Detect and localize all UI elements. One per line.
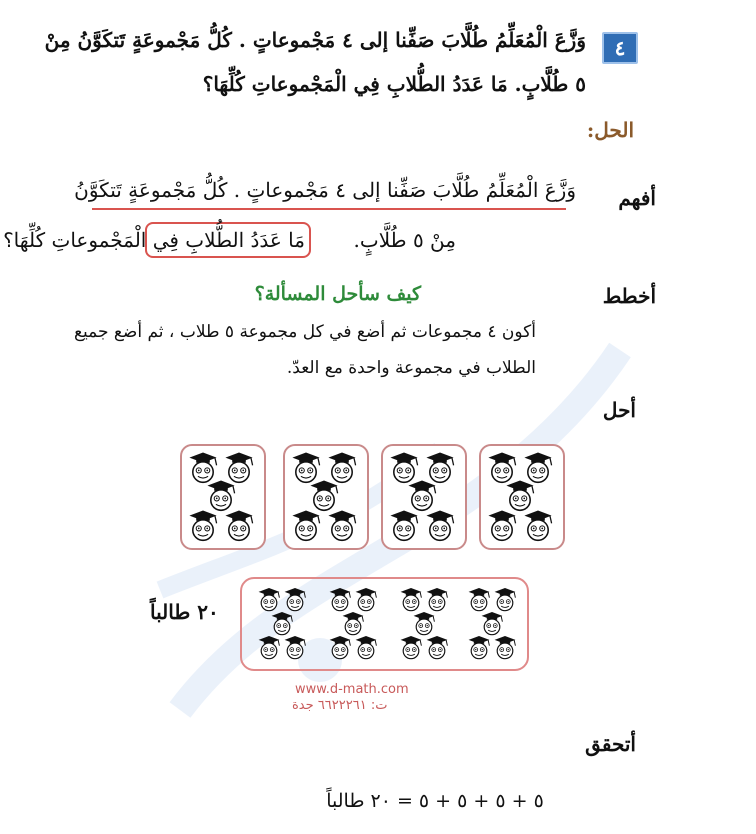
student-face-icon (387, 508, 421, 546)
student-face-icon (423, 508, 457, 546)
total-students-label: ٢٠ طالباً (150, 600, 219, 624)
student-face-icon (325, 508, 359, 546)
check-equation: ٥ + ٥ + ٥ + ٥ = ٢٠ طالباً (326, 790, 544, 812)
student-face-icon (222, 508, 256, 546)
understand-underline (92, 208, 566, 210)
understand-label: أفهم (618, 186, 656, 210)
plan-line-1: أكون ٤ مجموعات ثم أضع في كل مجموعة ٥ طلاب ، ثم أضع جميع (73, 322, 536, 342)
check-label: أتحقق (585, 732, 636, 756)
plan-line-2: الطلاب في مجموعة واحدة مع العدّ. (286, 358, 536, 378)
problem-line-1: وَزَّعَ الْمُعَلِّمُ طُلَّابَ صَفِّنا إلى ٤ مَجْموعاتٍ . كُلُّ مَجْموعَةٍ تَتكَوَّنُ مِنْ (44, 28, 586, 52)
student-face-icon (353, 634, 379, 664)
phone-text: ت: ٦٦٢٢٢٦١ جدة (292, 698, 388, 713)
student-face-icon (424, 634, 450, 664)
student-face-icon (466, 634, 492, 664)
understand-question: مَا عَدَدُ الطُّلابِ فِي الْمَجْموعاتِ كُلِّهَا؟ (3, 228, 305, 252)
student-face-icon (289, 508, 323, 546)
student-face-icon (521, 508, 555, 546)
understand-line-1: وَزَّعَ الْمُعَلِّمُ طُلَّابَ صَفِّنا إلى ٤ مَجْموعاتٍ . كُلُّ مَجْموعَةٍ تَتكَوَّنُ (74, 178, 576, 202)
understand-line-2-start: مِنْ ٥ طُلَّابٍ. (353, 228, 456, 252)
solve-label: أحل (602, 398, 636, 422)
student-face-icon (492, 634, 518, 664)
solution-label: الحل: (586, 118, 634, 142)
student-face-icon (485, 508, 519, 546)
student-face-icon (186, 508, 220, 546)
student-face-icon (327, 634, 353, 664)
problem-number-badge: ٤ (602, 32, 638, 64)
problem-line-2: ٥ طُلَّابٍ. مَا عَدَدُ الطُّلابِ فِي الْمَجْموعاتِ كُلِّهَا؟ (202, 72, 586, 96)
plan-question: كيف سأحل المسألة؟ (254, 283, 421, 305)
student-face-icon (398, 634, 424, 664)
website-text: www.d-math.com (295, 682, 409, 697)
plan-label: أخطط (602, 284, 656, 308)
student-face-icon (256, 634, 282, 664)
student-face-icon (282, 634, 308, 664)
